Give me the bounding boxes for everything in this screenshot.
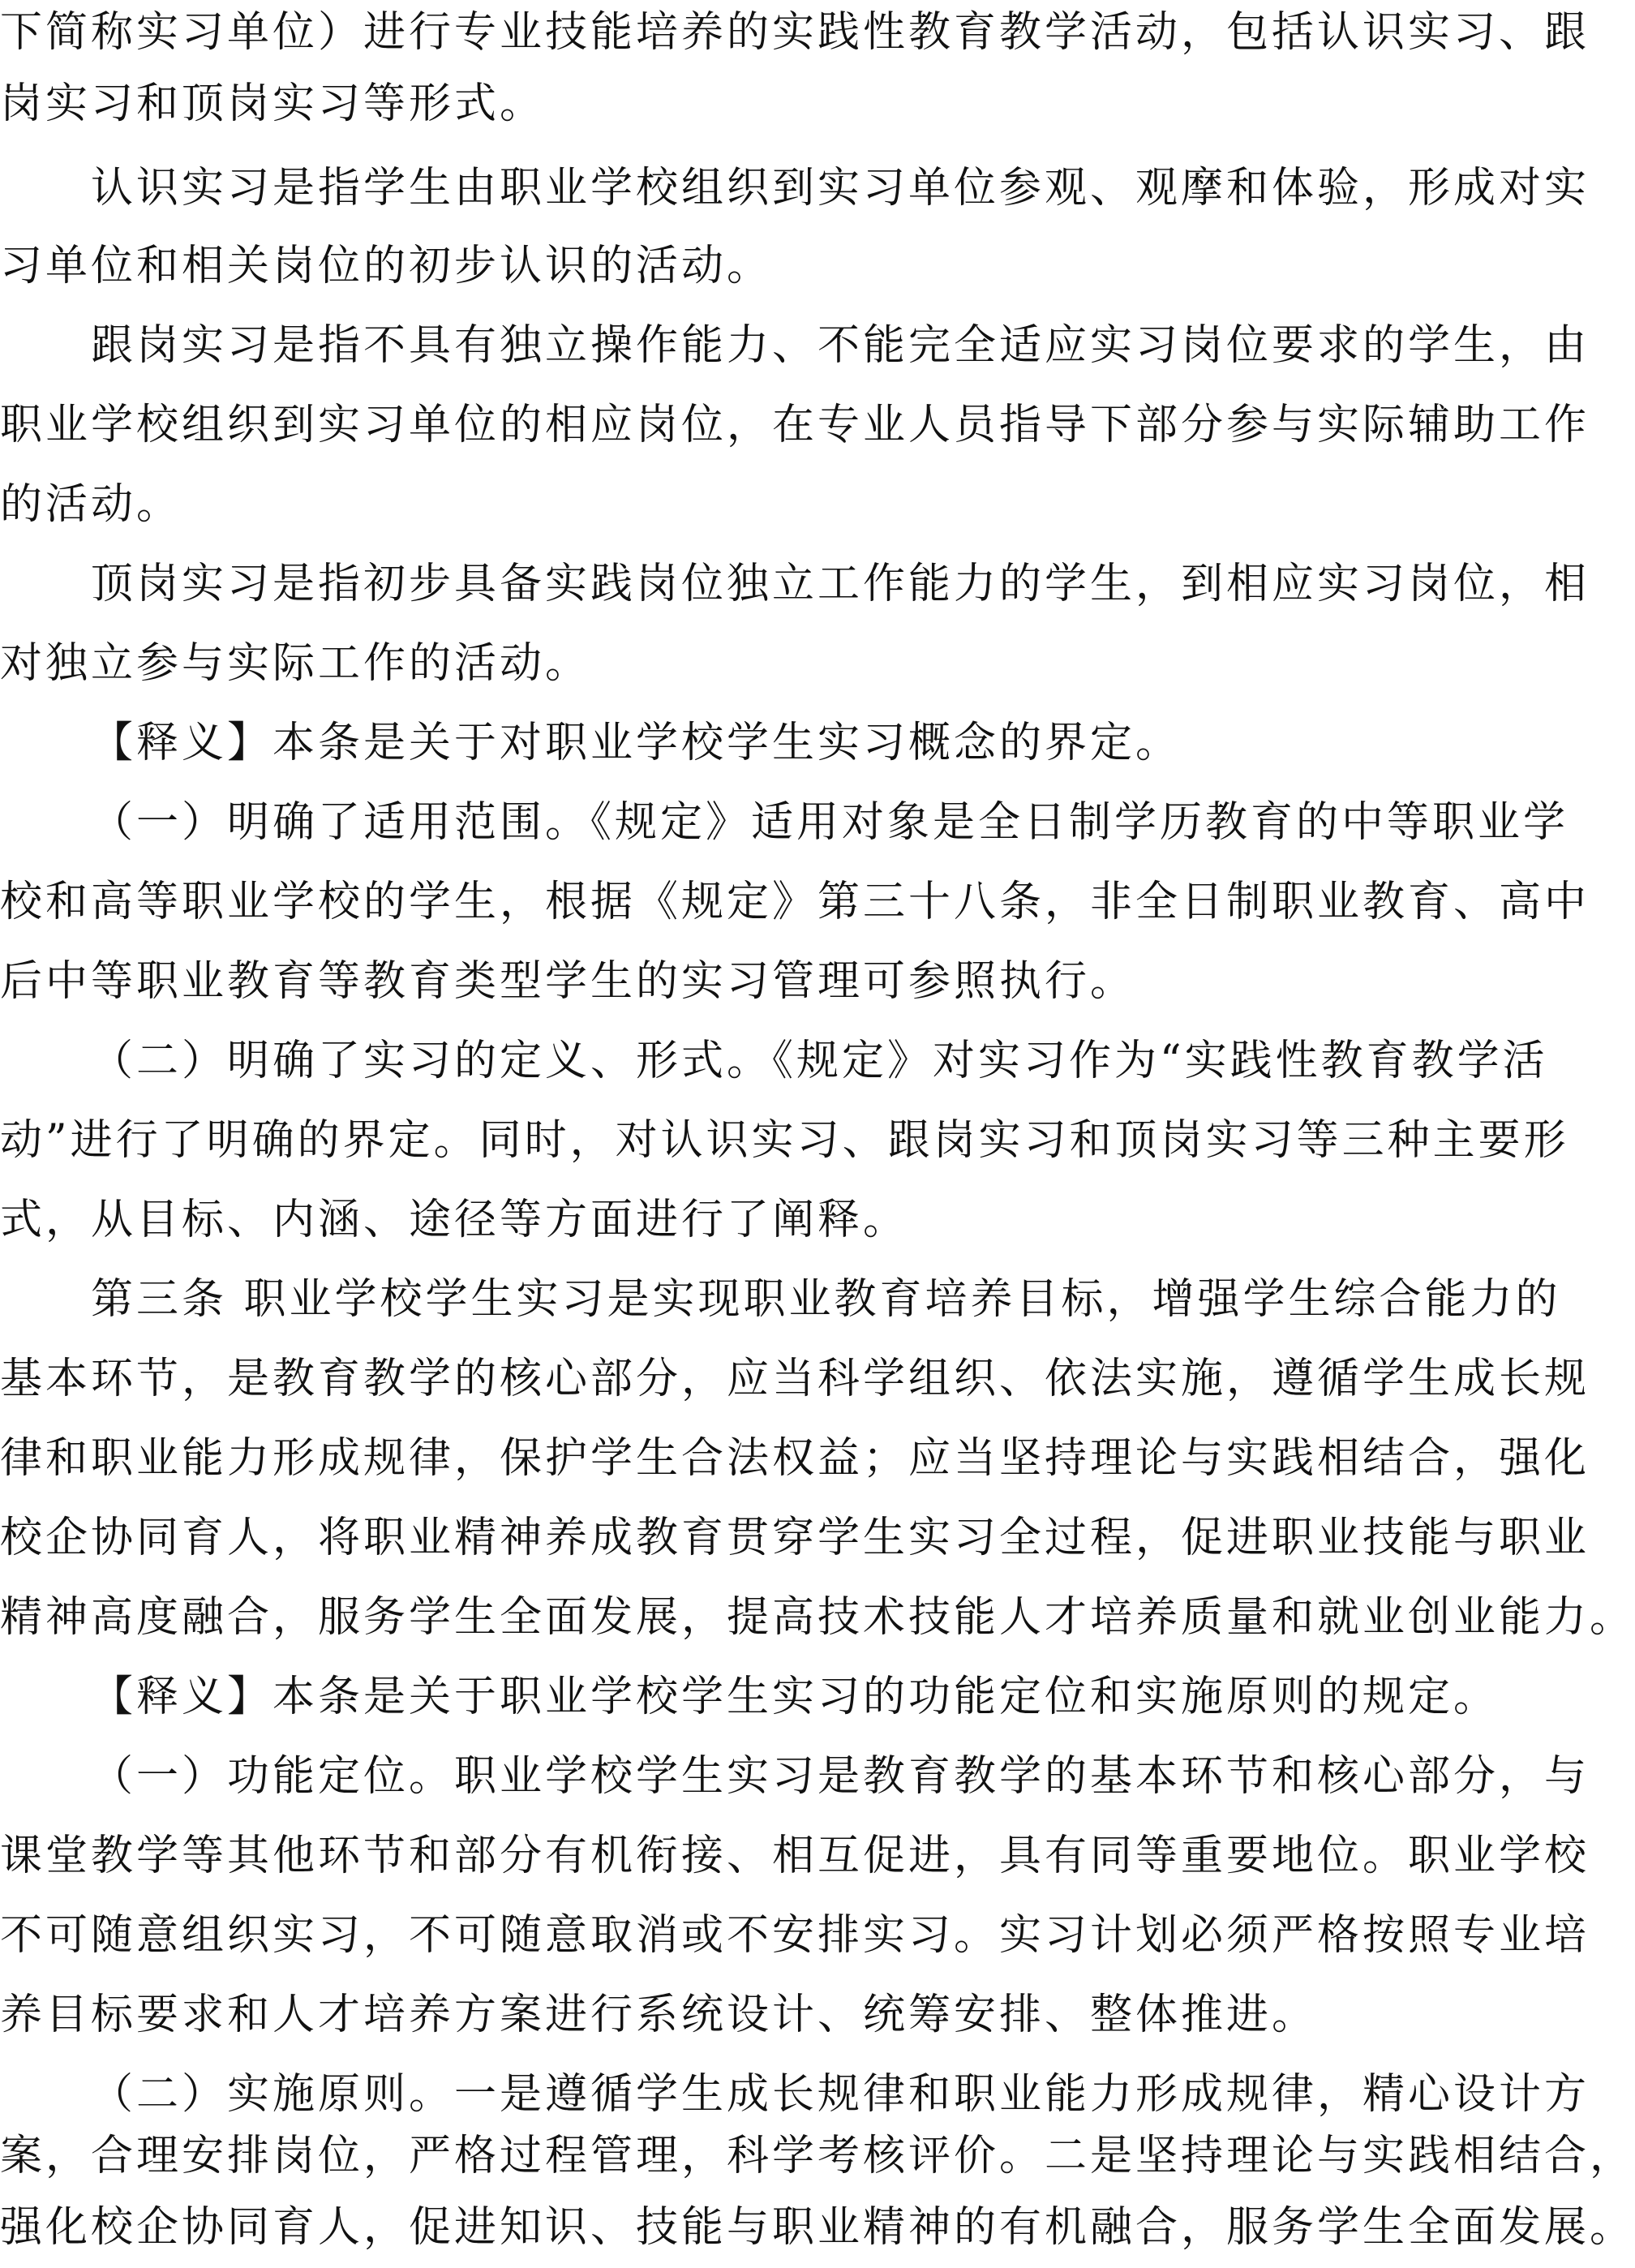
text-line: 基本环节，是教育教学的核心部分，应当科学组织、依法实施，遵循学生成长规 xyxy=(0,1355,1590,1403)
text-line: 岗实习和顶岗实习等形式。 xyxy=(0,79,546,128)
text-line: 校和高等职业学校的学生，根据《规定》第三十八条，非全日制职业教育、高中 xyxy=(0,878,1590,926)
text-line: （一）明确了适用范围。《规定》适用对象是全日制学历教育的中等职业学 xyxy=(91,798,1569,847)
text-line: 强化校企协同育人，促进知识、技能与职业精神的有机融合，服务学生全面发展。 xyxy=(0,2203,1635,2252)
text-line: 养目标要求和人才培养方案进行系统设计、统筹安排、整体推进。 xyxy=(0,1991,1318,2039)
text-line: 精神高度融合，服务学生全面发展，提高技术技能人才培养质量和就业创业能力。 xyxy=(0,1593,1635,1642)
text-line: 课堂教学等其他环节和部分有机衔接、相互促进，具有同等重要地位。职业学校 xyxy=(0,1832,1590,1880)
text-line: 式，从目标、内涵、途径等方面进行了阐释。 xyxy=(0,1196,909,1244)
text-line: 职业学校组织到实习单位的相应岗位，在专业人员指导下部分参与实际辅助工作 xyxy=(0,401,1590,449)
text-line: 认识实习是指学生由职业学校组织到实习单位参观、观摩和体验，形成对实 xyxy=(91,164,1590,213)
text-line: （二）实施原则。一是遵循学生成长规律和职业能力形成规律，精心设计方 xyxy=(91,2070,1590,2119)
text-line: 习单位和相关岗位的初步认识的活动。 xyxy=(0,242,773,290)
text-line: 顶岗实习是指初步具备实践岗位独立工作能力的学生，到相应实习岗位，相 xyxy=(91,560,1590,608)
text-line: （二）明确了实习的定义、形式。《规定》对实习作为“实践性教育教学活 xyxy=(91,1037,1548,1085)
text-line: 【释义】本条是关于对职业学校学生实习概念的界定。 xyxy=(91,719,1182,767)
text-line: 的活动。 xyxy=(0,480,182,529)
text-line: 【释义】本条是关于职业学校学生实习的功能定位和实施原则的规定。 xyxy=(91,1673,1500,1721)
text-line: 校企协同育人，将职业精神养成教育贯穿学生实习全过程，促进职业技能与职业 xyxy=(0,1514,1590,1562)
text-line: 下简称实习单位）进行专业技能培养的实践性教育教学活动，包括认识实习、跟 xyxy=(0,8,1590,57)
text-line: 第三条 职业学校学生实习是实现职业教育培养目标，增强学生综合能力的 xyxy=(91,1275,1561,1324)
text-line: 对独立参与实际工作的活动。 xyxy=(0,639,591,688)
text-line: 跟岗实习是指不具有独立操作能力、不能完全适应实习岗位要求的学生，由 xyxy=(91,321,1590,370)
text-line: （一）功能定位。职业学校学生实习是教育教学的基本环节和核心部分，与 xyxy=(91,1752,1590,1801)
text-line: 动”进行了明确的界定。同时，对认识实习、跟岗实习和顶岗实习等三种主要形 xyxy=(0,1116,1569,1165)
text-line: 律和职业能力形成规律，保护学生合法权益；应当坚持理论与实践相结合，强化 xyxy=(0,1434,1590,1483)
text-line: 案，合理安排岗位，严格过程管理，科学考核评价。二是坚持理论与实践相结合， xyxy=(0,2132,1635,2180)
text-line: 后中等职业教育等教育类型学生的实习管理可参照执行。 xyxy=(0,957,1136,1006)
text-line: 不可随意组织实习，不可随意取消或不安排实习。实习计划必须严格按照专业培 xyxy=(0,1911,1590,1960)
